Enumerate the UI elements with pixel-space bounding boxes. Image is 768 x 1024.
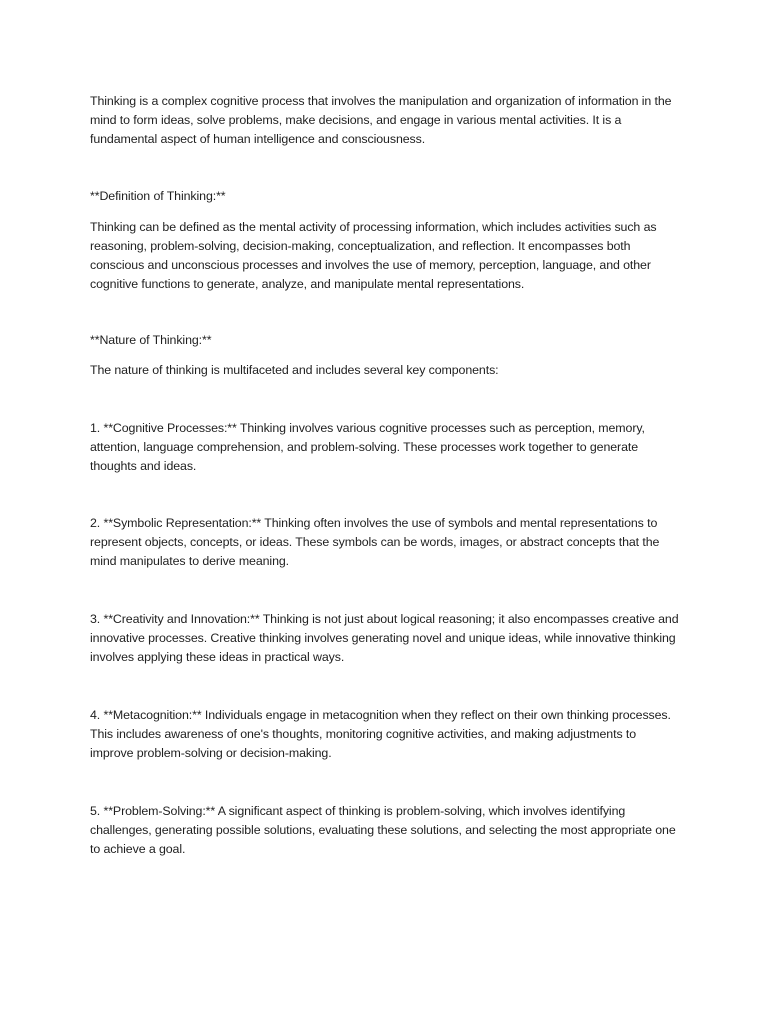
list-item: 5. **Problem-Solving:** A significant aspect of thinking is problem-solving, which involves identifying challenges, generating possible solutions, evaluating these solutions, and selecting the most appropriate one to achieve a goal. [90, 804, 676, 856]
list-item: 3. **Creativity and Innovation:** Thinking is not just about logical reasoning; it also encompasses creative and innovative processes. Creative thinking involves generating novel and unique ideas, while innovative thinking involves applying these ideas in practical ways. [90, 612, 679, 664]
list-item: 2. **Symbolic Representation:** Thinking often involves the use of symbols and mental representations to represent objects, concepts, or ideas. These symbols can be words, images, or abstract concepts that the mind manipulates to derive meaning. [90, 516, 660, 568]
nature-heading: **Nature of Thinking:** [90, 333, 212, 347]
list-item: 1. **Cognitive Processes:** Thinking involves various cognitive processes such as perception, memory, attention, language comprehension, and problem-solving. These processes work together to generate thoughts and ideas. [90, 421, 645, 473]
intro-paragraph: Thinking is a complex cognitive process that involves the manipulation and organization of information in the mind to form ideas, solve problems, make decisions, and engage in various mental activities. It is a fundamental aspect of human intelligence and consciousness. [90, 94, 672, 146]
nature-intro-paragraph: The nature of thinking is multifaceted and includes several key components: [90, 363, 499, 377]
list-item: 4. **Metacognition:** Individuals engage in metacognition when they reflect on their own thinking processes. This includes awareness of one's thoughts, monitoring cognitive activities, and making adjustments to improve problem-solving or decision-making. [90, 708, 671, 760]
definition-heading: **Definition of Thinking:** [90, 189, 226, 203]
definition-paragraph: Thinking can be defined as the mental activity of processing information, which includes activities such as reasoning, problem-solving, decision-making, conceptualization, and reflection. It encompasses both conscious and unconscious processes and involves the use of memory, perception, language, and other cognitive functions to generate, analyze, and manipulate mental representations. [90, 220, 657, 291]
